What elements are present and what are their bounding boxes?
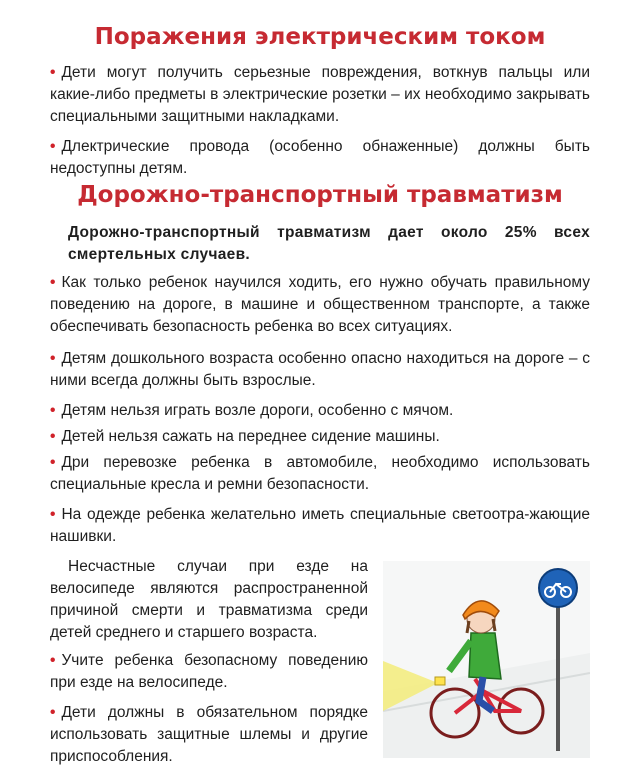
child-cycling-illustration [383,561,590,758]
section-title-road: Дорожно-транспортный травматизм [77,182,563,208]
lead-statement: Дорожно-транспортный травматизм дает около 25% всех смертельных случаев. [68,224,590,263]
list-item: • Дети должны в обязательном порядке использовать защитные шлемы и другие приспособления. [50,704,368,765]
bullet-icon: • [50,704,56,721]
bullet-icon: • [50,454,56,471]
list-item: • Как только ребенок научился ходить, его нужно обучать правильному поведению на дороге, в машине и общественном транспорте, а также обеспечивать безопасность ребенка во всех ситуациях. [50,274,590,335]
bullet-icon: • [50,274,56,291]
bullet-icon: • [50,64,56,81]
bullet-icon: • [50,506,56,523]
list-item: • На одежде ребенка желательно иметь специальные светоотра-жающие нашивки. [50,506,590,545]
bullet-icon: • [50,652,56,669]
list-item: • Дети могут получить серьезные повреждения, воткнув пальцы или какие-либо предметы в электрические розетки – их необходимо закрывать специальными защитными накладками. [50,64,590,125]
bullet-icon: • [50,350,56,367]
list-item: • Детям дошкольного возраста особенно опасно находиться на дороге – с ними всегда должны быть взрослые. [50,350,590,389]
list-item: • Длектрические провода (особенно обнаженные) должны быть недоступны детям. [50,138,590,177]
bullet-icon: • [50,402,56,419]
list-item: • Детей нельзя сажать на переднее сидение машины. [50,428,440,445]
list-item: • Учите ребенка безопасному поведению при езде на велосипеде. [50,652,368,691]
bike-intro: Несчастные случаи при езде на велосипеде являются распространенной причиной смерти и травматизма среди детей среднего и старшего возраста. [50,558,368,641]
list-item: • Детям нельзя играть возле дороги, особенно с мячом. [50,402,454,419]
section-title-electric: Поражения электрическим током [94,24,546,50]
list-item: • Дри перевозке ребенка в автомобиле, необходимо использовать специальные кресла и ремни безопасности. [50,454,590,493]
bullet-icon: • [50,428,56,445]
bullet-icon: • [50,138,56,155]
